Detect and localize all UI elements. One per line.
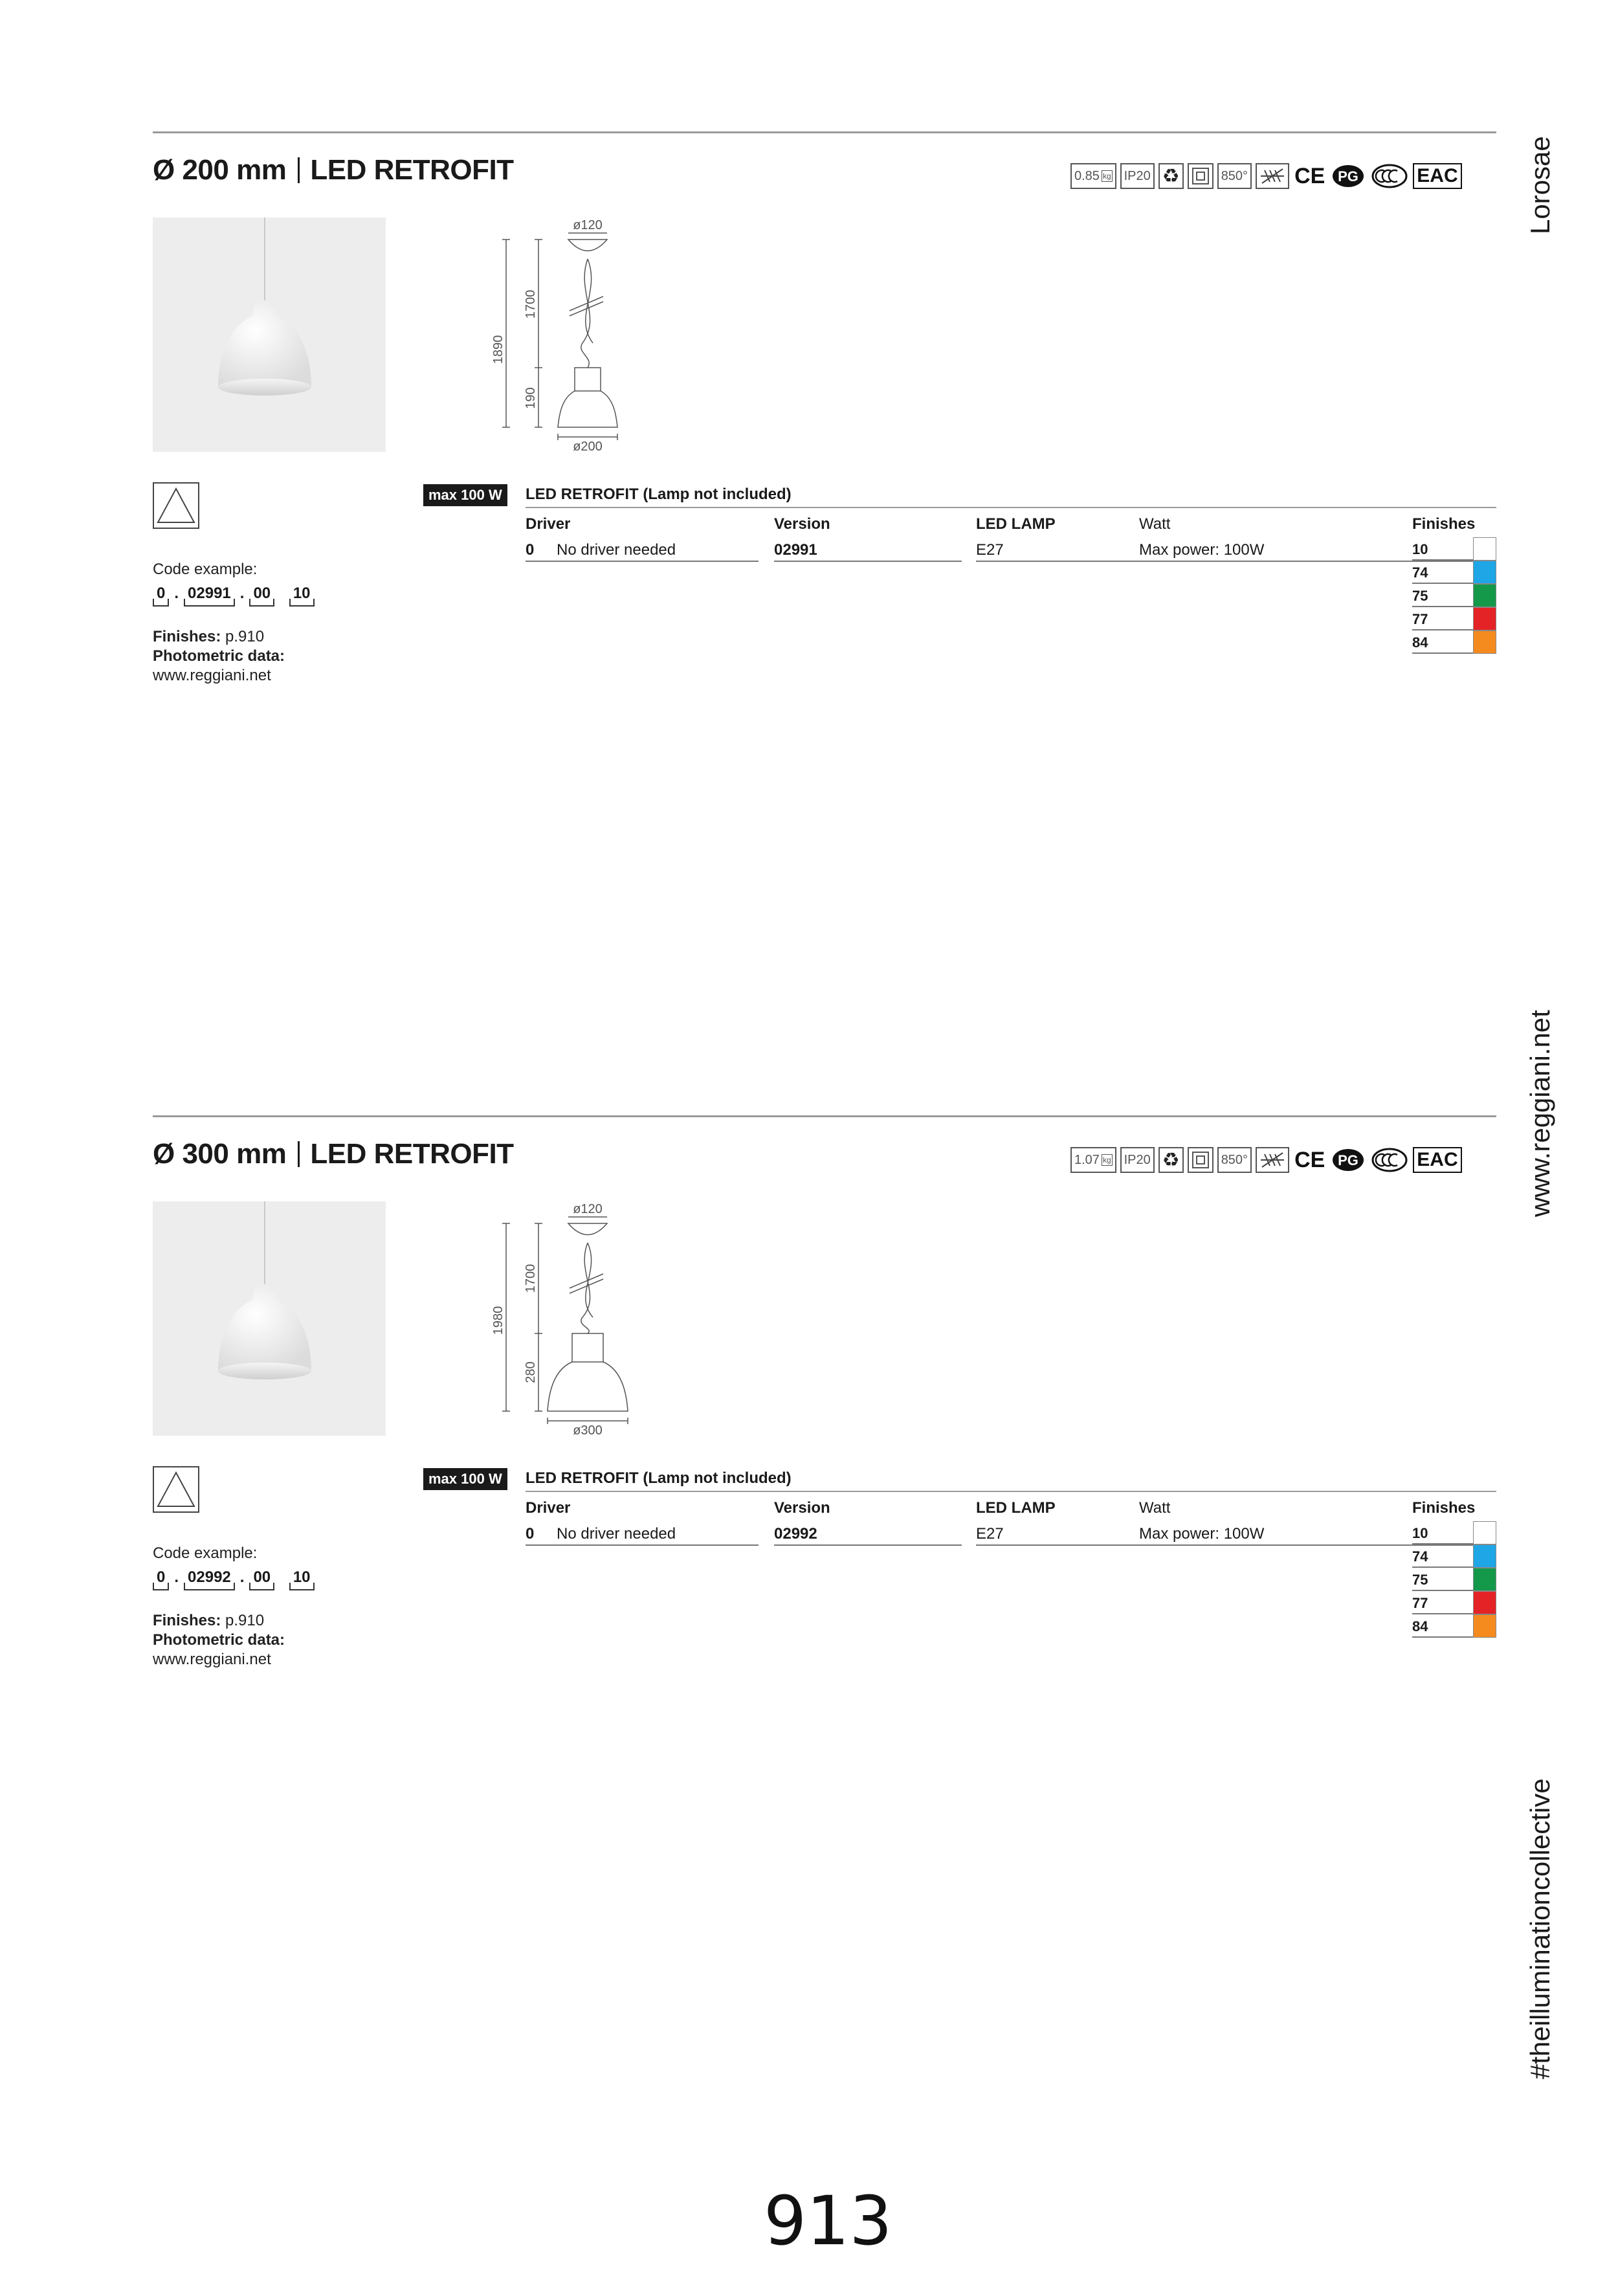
product-photo: [153, 217, 386, 452]
table-title: LED RETROFIT (Lamp not included): [526, 485, 792, 503]
product-photo: [153, 1201, 386, 1436]
header-driver: Driver: [526, 1499, 571, 1517]
header-led-lamp: LED LAMP: [976, 1499, 1056, 1517]
product-section-200: [0, 0, 1618, 684]
header-version: Version: [774, 515, 830, 533]
lamp-socket: E27: [976, 1525, 1004, 1543]
recycle-icon: ♻: [1158, 163, 1184, 189]
finish-item: 75: [1412, 584, 1496, 607]
finish-swatch: [1473, 1614, 1496, 1638]
photometric-label: Photometric data:: [153, 647, 285, 665]
svg-text:PG: PG: [1338, 1152, 1359, 1168]
dim-body-height: 280: [524, 1361, 538, 1383]
code-example-label: Code example:: [153, 1544, 258, 1562]
header-watt: Watt: [1139, 1499, 1171, 1517]
lamp-socket: E27: [976, 541, 1004, 559]
finish-swatch: [1473, 630, 1496, 654]
finish-item: 84: [1412, 1614, 1496, 1638]
header-led-lamp: LED LAMP: [976, 515, 1056, 533]
driver-desc: No driver needed: [557, 541, 676, 559]
version-code: 02991: [774, 541, 817, 559]
eac-mark-icon: EAC: [1413, 163, 1461, 189]
beam-icon: [153, 1466, 199, 1513]
section-divider: [153, 131, 1496, 133]
svg-text:PG: PG: [1338, 168, 1359, 184]
finish-swatch: [1473, 537, 1496, 561]
finish-item: 74: [1412, 1544, 1496, 1568]
finish-item: 74: [1412, 561, 1496, 584]
photometric-label: Photometric data:: [153, 1631, 285, 1649]
finish-item: 77: [1412, 1591, 1496, 1614]
header-finishes: Finishes: [1412, 515, 1476, 533]
dim-cable-length: 1700: [524, 1264, 538, 1293]
sidebar-website[interactable]: www.reggiani.net: [1525, 1010, 1555, 1217]
ccc-mark-icon: [1370, 163, 1409, 189]
finish-item: 10: [1412, 537, 1496, 561]
code-example-label: Code example:: [153, 561, 258, 578]
dim-bottom-diameter: ø300: [573, 1423, 603, 1437]
ccc-mark-icon: [1370, 1147, 1409, 1173]
technical-drawing: [479, 1198, 647, 1437]
version-code: 02992: [774, 1525, 817, 1543]
header-version: Version: [774, 1499, 830, 1517]
page-number: 913: [764, 2181, 892, 2260]
finish-swatch: [1473, 584, 1496, 607]
section-title: Ø 200 mm LED RETROFIT: [153, 154, 514, 186]
watt-value: Max power: 100W: [1139, 541, 1265, 559]
finish-swatch: [1473, 1568, 1496, 1591]
certification-icons: [1070, 1147, 1462, 1173]
no-insulation-icon: [1256, 1147, 1289, 1173]
dim-top-diameter: ø120: [573, 1202, 603, 1216]
finish-swatch: [1473, 607, 1496, 630]
photometric-link[interactable]: www.reggiani.net: [153, 1651, 271, 1668]
ip-rating-icon: IP20: [1120, 163, 1155, 189]
ce-mark-icon: CE: [1294, 163, 1325, 188]
finish-swatch: [1473, 1544, 1496, 1568]
glow-wire-icon: 850°: [1217, 163, 1252, 189]
section-title: Ø 300 mm LED RETROFIT: [153, 1138, 514, 1170]
beam-icon: [153, 482, 199, 529]
dim-top-diameter: ø120: [573, 218, 603, 232]
watt-value: Max power: 100W: [1139, 1525, 1265, 1543]
dim-bottom-diameter: ø200: [573, 440, 603, 453]
code-example: 0 . 02992 . 00 10: [153, 1568, 315, 1590]
table-title: LED RETROFIT (Lamp not included): [526, 1469, 792, 1487]
section-divider: [153, 1115, 1496, 1117]
ip-rating-icon: IP20: [1120, 1147, 1155, 1173]
pct-mark-icon: [1330, 163, 1366, 189]
driver-code: 0: [526, 541, 535, 559]
certification-icons: [1070, 163, 1462, 189]
finish-item: 75: [1412, 1568, 1496, 1591]
product-section-300: [0, 984, 1618, 1668]
dim-cable-length: 1700: [524, 289, 538, 319]
class-ii-icon: [1188, 163, 1214, 189]
weight-icon: 1.07 kg: [1070, 1147, 1116, 1173]
finishes-reference: Finishes: p.910: [153, 1612, 265, 1629]
header-watt: Watt: [1139, 515, 1171, 533]
sidebar-hashtag: #theilluminationcollective: [1525, 1778, 1555, 2079]
pct-mark-icon: [1330, 1147, 1366, 1173]
technical-drawing: [479, 214, 647, 453]
sidebar-product-name: Lorosae: [1525, 136, 1555, 234]
eac-mark-icon: EAC: [1413, 1147, 1461, 1173]
finishes-reference: Finishes: p.910: [153, 628, 265, 645]
weight-icon: 0.85 kg: [1070, 163, 1116, 189]
driver-desc: No driver needed: [557, 1525, 676, 1543]
recycle-icon: ♻: [1158, 1147, 1184, 1173]
class-ii-icon: [1188, 1147, 1214, 1173]
finish-swatch: [1473, 1591, 1496, 1614]
photometric-link[interactable]: www.reggiani.net: [153, 667, 271, 684]
finish-item: 84: [1412, 630, 1496, 654]
driver-code: 0: [526, 1525, 535, 1543]
header-driver: Driver: [526, 515, 571, 533]
finish-swatch: [1473, 561, 1496, 584]
max-power-badge: max 100 W: [423, 1468, 507, 1490]
dim-body-height: 190: [524, 387, 538, 409]
glow-wire-icon: 850°: [1217, 1147, 1252, 1173]
no-insulation-icon: [1256, 163, 1289, 189]
header-finishes: Finishes: [1412, 1499, 1476, 1517]
finish-swatch: [1473, 1521, 1496, 1544]
dim-total-height: 1980: [491, 1306, 505, 1335]
finish-item: 77: [1412, 607, 1496, 630]
code-example: 0 . 02991 . 00 10: [153, 585, 315, 607]
ce-mark-icon: CE: [1294, 1147, 1325, 1172]
max-power-badge: max 100 W: [423, 484, 507, 506]
finish-item: 10: [1412, 1521, 1496, 1544]
dim-total-height: 1890: [491, 335, 505, 364]
